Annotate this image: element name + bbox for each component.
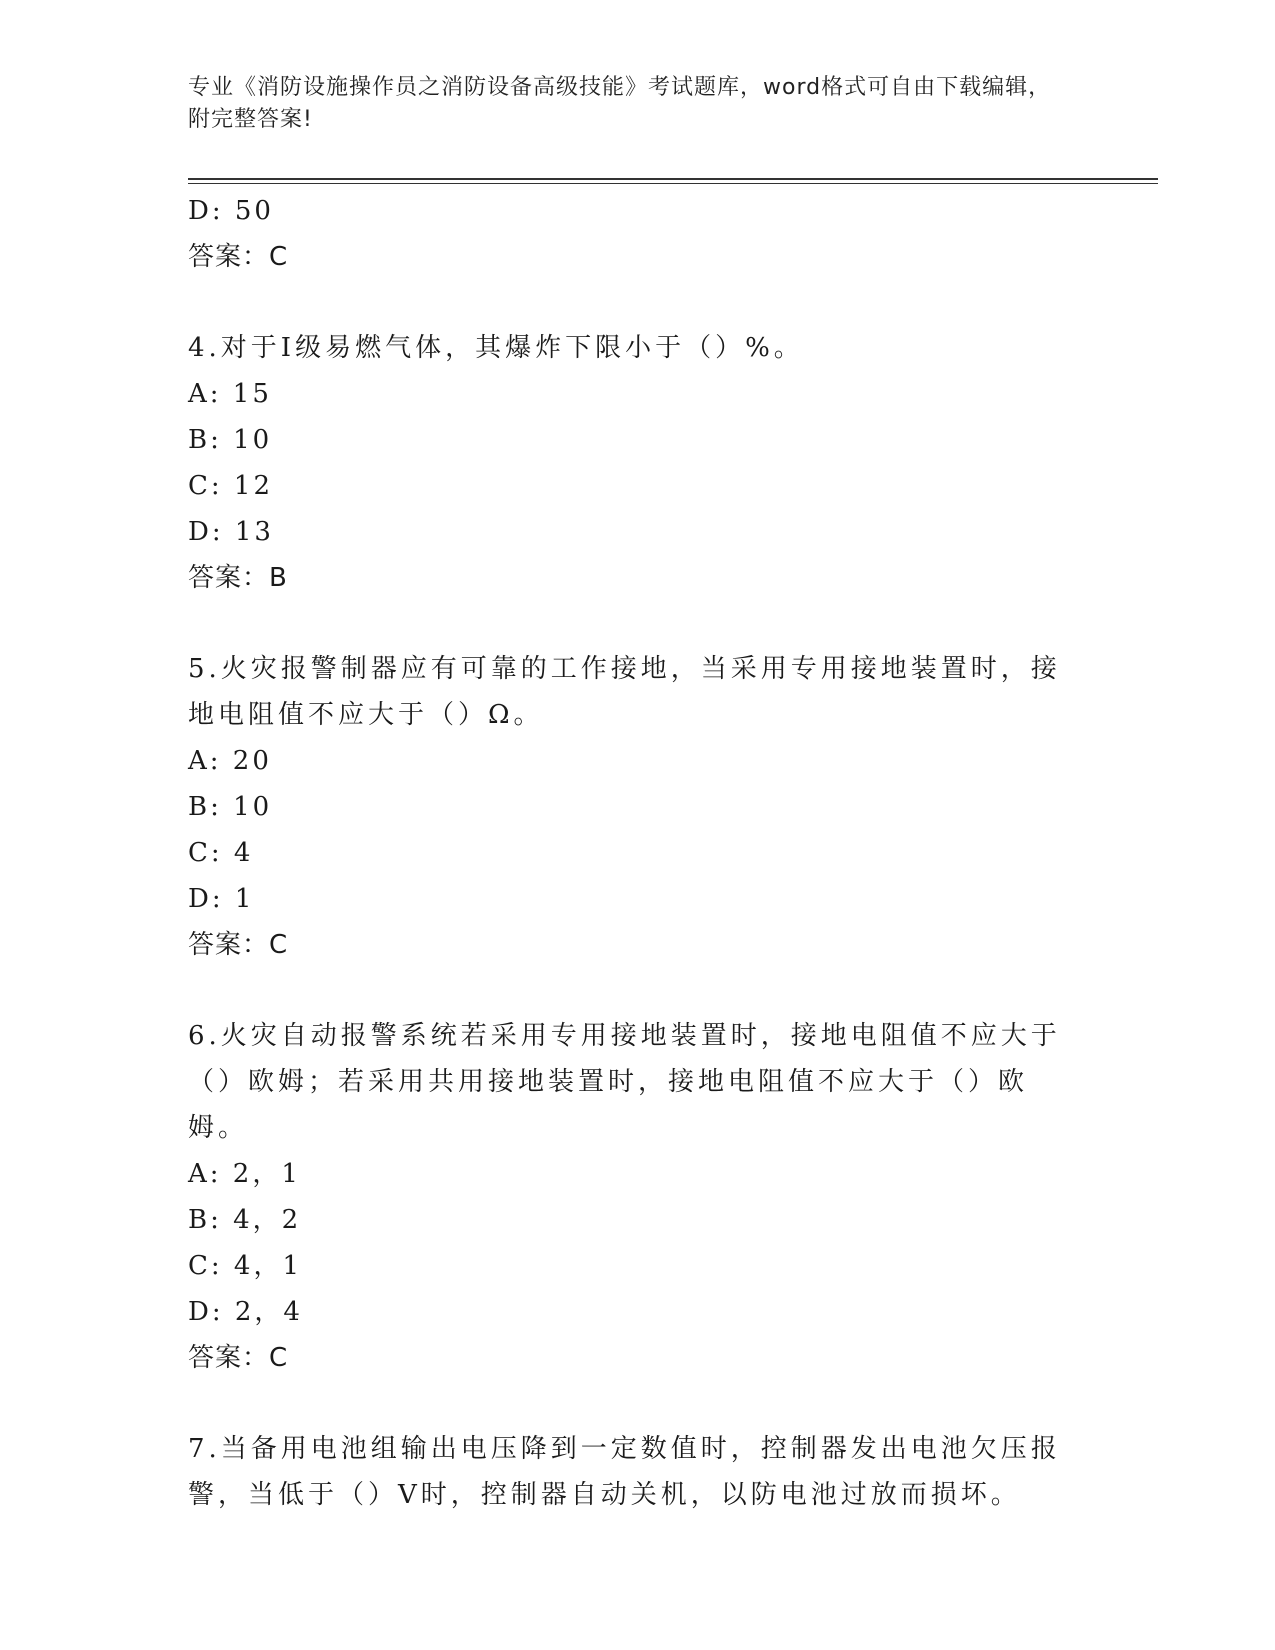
question-stem: 6.火灾自动报警系统若采用专用接地装置时，接地电阻值不应大于（）欧姆；若采用共用接地装置时，接地电阻值不应大于（）欧姆。 [188,1021,1061,1143]
option-c: C: 4，1 [188,1251,303,1281]
option-c: C: 4 [188,838,254,868]
question-stem: 7.当备用电池组输出电压降到一定数值时，控制器发出电池欠压报警，当低于（）V时，控制器自动关机，以防电池过放而损坏。 [188,1434,1061,1510]
option-a: A: 20 [188,746,272,776]
option-d: D: 13 [188,517,274,547]
option-c: C: 12 [188,471,274,501]
option-a: A: 2，1 [188,1159,301,1189]
option-d: D: 1 [188,884,255,914]
option-d: D: 50 [188,196,274,226]
question-stem: 5.火灾报警制器应有可靠的工作接地，当采用专用接地装置时，接地电阻值不应大于（）Ω。 [188,654,1061,730]
question-stem: 4.对于Ⅰ级易燃气体，其爆炸下限小于（）%。 [188,333,804,363]
option-b: B: 10 [188,425,273,455]
answer-line: 答案：C [188,930,289,960]
header-divider [188,178,1158,180]
option-d: D: 2，4 [188,1297,303,1327]
question-item [188,1426,1088,1518]
question-list [188,188,1088,1518]
option-b: B: 10 [188,792,273,822]
option-b: B: 4，2 [188,1205,302,1235]
question-item [188,325,1088,601]
header-divider-thin [188,183,1158,184]
option-a: A: 15 [188,379,272,409]
question-item [188,646,1088,968]
answer-line: 答案：B [188,563,288,593]
answer-line: 答案：C [188,1343,289,1373]
document-header: 专业《消防设施操作员之消防设备高级技能》考试题库，word格式可自由下载编辑，附完整答案! [188,75,1052,132]
answer-line: 答案：C [188,242,289,272]
question-item [188,1013,1088,1381]
